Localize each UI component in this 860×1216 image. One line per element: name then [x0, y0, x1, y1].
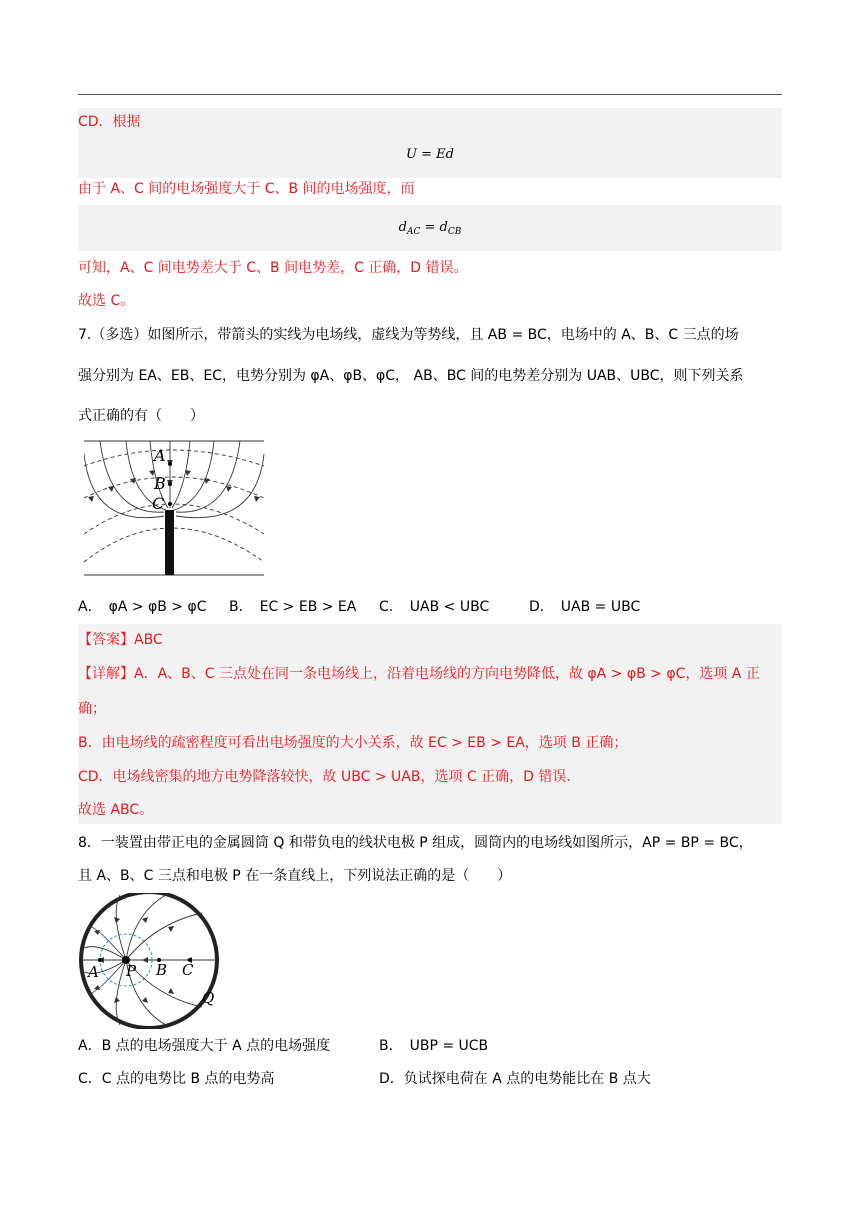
- q8-stem-line2: 且 A、B、C 三点和电极 P 在一条直线上，下列说法正确的是（ ）: [78, 868, 512, 884]
- solution-reason: 由于 A、C 间的电场强度大于 C、B 间的电场强度，而: [78, 181, 415, 197]
- formula-u-ed: U = Ed: [406, 147, 454, 162]
- q8-option-c[interactable]: C．C 点的电势比 B 点的电势高: [78, 1071, 275, 1087]
- solution-final: 故选 C。: [78, 293, 135, 309]
- q7-option-a[interactable]: A． φA > φB > φC: [78, 599, 207, 615]
- q7-detail-line3: B．由电场线的疏密程度可看出电场强度的大小关系，故 EC > EB > EA，选项 B 正确；: [78, 735, 628, 751]
- q7-detail-line4: CD．电场线密集的地方电势降落较快，故 UBC > UAB，选项 C 正确，D 错误.: [78, 769, 571, 785]
- q7-answer: 【答案】ABC: [78, 632, 163, 648]
- q8-label-b: B: [156, 961, 168, 979]
- q7-label-b: B: [154, 474, 166, 493]
- q7-stem-line2: 强分别为 EA、EB、EC，电势分别为 φA、φB、φC， AB、BC 间的电势差分别为 UAB、UBC，则下列关系: [78, 368, 744, 384]
- answer-shade: [78, 624, 782, 824]
- q8-cylinder-diagram: [76, 893, 226, 1029]
- q8-label-q: Q: [202, 989, 215, 1007]
- q7-option-b[interactable]: B． EC > EB > EA: [229, 599, 357, 615]
- q7-stem-line3: 式正确的有（ ）: [78, 408, 204, 424]
- q7-option-d[interactable]: D． UAB = UBC: [529, 599, 641, 615]
- formula-d-ac-cb: $d_{AC} = d_{CB}$: [398, 220, 462, 237]
- q8-option-a[interactable]: A．B 点的电场强度大于 A 点的电场强度: [78, 1038, 331, 1054]
- q8-label-a: A: [88, 963, 99, 981]
- q7-stem-line1: 7.（多选）如图所示，带箭头的实线为电场线，虚线为等势线，且 AB = BC，电场中的 A、B、C 三点的场: [78, 327, 739, 343]
- q7-final: 故选 ABC。: [78, 802, 154, 818]
- solution-conclusion: 可知，A、C 间电势差大于 C、B 间电势差，C 正确，D 错误。: [78, 260, 468, 276]
- solution-cd-intro: CD．根据: [78, 114, 141, 130]
- q7-option-c[interactable]: C． UAB < UBC: [379, 599, 490, 615]
- q8-stem-line1: 8．一装置由带正电的金属圆筒 Q 和带负电的线状电极 P 组成，圆筒内的电场线如图所示，AP = BP = BC，: [78, 835, 753, 851]
- q8-label-c: C: [182, 961, 194, 979]
- q7-label-c: C: [152, 494, 165, 513]
- header-rule: [78, 94, 782, 95]
- q8-label-p: P: [126, 962, 137, 980]
- q8-option-d[interactable]: D．负试探电荷在 A 点的电势能比在 B 点大: [379, 1071, 651, 1087]
- q7-detail-line2: 确；: [78, 701, 106, 717]
- q7-detail-line1: 【详解】A．A、B、C 三点处在同一条电场线上，沿着电场线的方向电势降低，故 φA > φB > φC，选项 A 正: [78, 666, 760, 682]
- q8-option-b[interactable]: B． UBP = UCB: [379, 1038, 489, 1054]
- q7-label-a: A: [154, 446, 166, 465]
- q7-field-diagram: [84, 436, 266, 580]
